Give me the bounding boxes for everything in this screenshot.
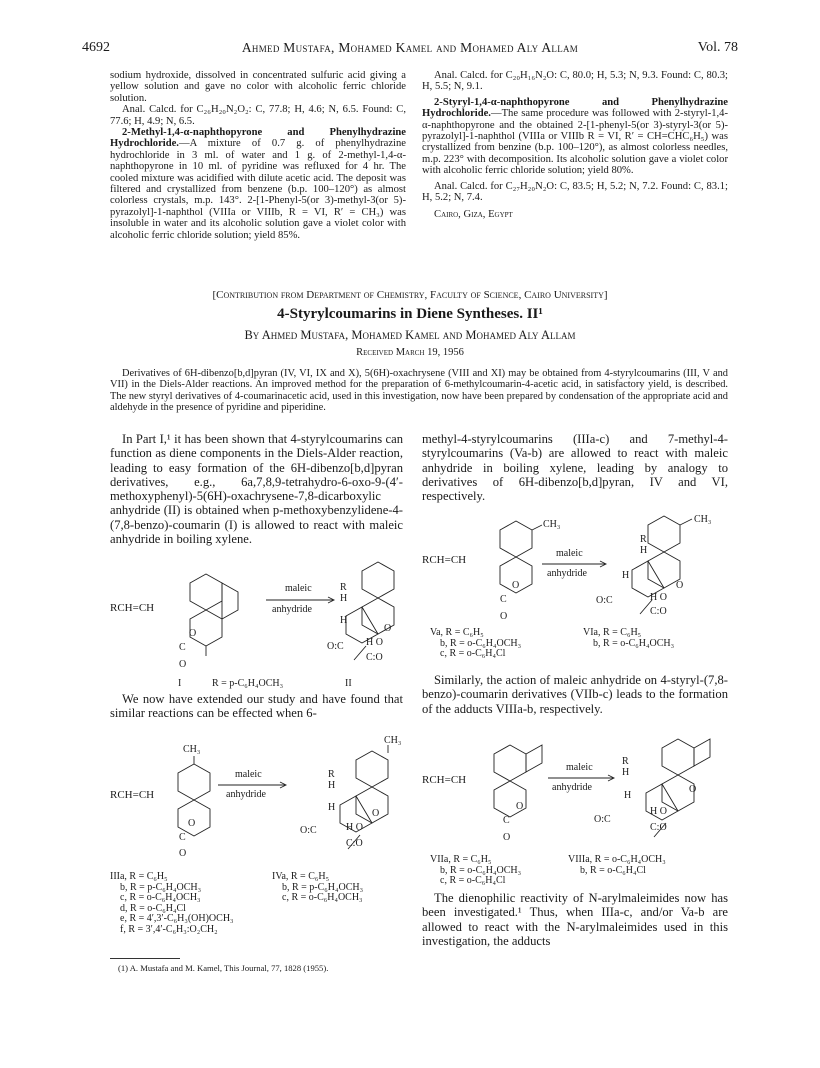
- ho-label: H O: [366, 637, 383, 648]
- reaction-arrow: [548, 774, 618, 782]
- o-label: O: [512, 580, 520, 591]
- o-label: O: [689, 784, 697, 795]
- coumarin-VII-structure: [470, 735, 550, 845]
- reagent-maleic: maleic: [556, 548, 583, 559]
- body-paragraph-4: Similarly, the action of maleic anhydride on 4-styryl-(7,8-benzo)-coumarin derivatives (VIIb-c) leads to the formation of the adducts VIIIa-b, respectively.: [422, 673, 728, 716]
- ho-label: H O: [650, 592, 667, 603]
- adduct-VIII-structure: [630, 735, 720, 850]
- legend-V: [430, 628, 521, 660]
- legend-entry: b, R = o-C₆H₄Cl: [580, 864, 646, 876]
- o-label: O: [189, 628, 197, 639]
- c-label: C: [179, 642, 186, 653]
- prev-analysis: Anal. Calcd. for C₂₆H₂₀N₂O₂: C, 77.8; H, 4.6; N, 6.5. Found: C, 77.6; H, 4.9; N, 6.5.: [110, 104, 406, 127]
- legend-entry: d, R = o-C₆H₄Cl: [120, 902, 186, 914]
- oc-label: O:C: [596, 595, 613, 606]
- body-paragraph-5: The dienophilic reactivity of N-arylmaleimides now has been investigated.¹ Thus, when IIIa-c, and/or Va-b are allowed to react with the N-arylmaleimides used in this investigation, the adducts: [422, 891, 728, 948]
- legend-entry: b, R = p-C₆H₄OCH₃: [282, 881, 364, 893]
- reagent-maleic: maleic: [235, 769, 262, 780]
- legend-entry: c, R = o-C₆H₄Cl: [440, 875, 506, 887]
- legend-entry: b, R = o-C₆H₄OCH₃: [593, 637, 675, 649]
- o-label: O: [179, 659, 187, 670]
- o-label: O: [516, 801, 524, 812]
- body-paragraph-3: methyl-4-styrylcoumarins (IIIa-c) and 7-methyl-4-styrylcoumarins (Va-b) are allowed to react with maleic anhydride in boiling xylene, leading by analogy to derivatives of 6H-dibenzo[b,d]pyran, IV and VI, respectively.: [422, 432, 728, 504]
- page-number: 4692: [82, 40, 110, 55]
- legend-entry: b, R = o-C₆H₄OCH₃: [440, 864, 522, 876]
- h-label: H: [640, 545, 648, 556]
- o-label: O: [384, 623, 392, 634]
- h-label: H: [340, 615, 348, 626]
- legend-entry: VIIIa, R = o-C₆H₄OCH₃: [568, 854, 666, 865]
- ch3-label: CH₃: [384, 735, 402, 746]
- legend-entry: c, R = o-C₆H₄OCH₃: [120, 892, 201, 904]
- ch3-label: CH₃: [694, 514, 712, 525]
- legend-IV: [272, 872, 363, 904]
- legend-entry: c, R = o-C₆H₄OCH₃: [282, 892, 363, 904]
- oc-label: O:C: [327, 641, 344, 652]
- co-label: C:O: [366, 652, 383, 663]
- received-date: Received March 19, 1956: [356, 347, 464, 358]
- ho-label: H O: [346, 822, 363, 833]
- oc-label: O:C: [594, 814, 611, 825]
- legend-entry: IIIa, R = C₆H₅: [110, 871, 168, 882]
- c-label: C: [500, 594, 507, 605]
- rch-label: RCH=CH: [422, 774, 467, 786]
- rch-label: RCH=CH: [110, 789, 155, 801]
- legend-VIII: [568, 855, 666, 876]
- compound-label-II: II: [345, 678, 352, 689]
- rch-label: RCH=CH: [422, 554, 467, 566]
- h-label: H: [622, 570, 630, 581]
- article-title: 4-Styrylcoumarins in Diene Syntheses. II¹: [277, 306, 543, 322]
- scheme1-caption: R = p-C₆H₄OCH₃: [212, 678, 284, 689]
- legend-entry: b, R = o-C₆H₄OCH₃: [440, 637, 522, 649]
- c-label: C: [503, 815, 510, 826]
- prev-location: Cairo, Giza, Egypt: [434, 209, 513, 221]
- h-label: H: [622, 767, 630, 778]
- footnote: (1) A. Mustafa and M. Kamel, This Journal, 77, 1828 (1955).: [118, 963, 329, 973]
- legend-entry: f, R = 3′,4′-C₆H₃:O₂CH₂: [120, 923, 218, 935]
- body-paragraph-1: In Part I,¹ it has been shown that 4-styrylcoumarins can function as diene components in the Diels-Alder reaction, leading to easy formation of the 6H-dibenzo[b,d]pyran derivatives, e.g., 6a,7,8,9-tetrahydro-6-oxo-9-(4′-methoxyphenyl)-5(6H)-oxachrysene-7,8-dicarboxylic anhydride (II) is obtained when p-methoxybenzylidene-4-(7,8-benzo)-coumarin (I) is allowed to react with maleic anhydride in boiling xylene.: [110, 432, 403, 547]
- r-label: R: [340, 582, 347, 593]
- body-paragraph-2: We now have extended our study and have found that similar reactions can be effected when 6-: [110, 692, 403, 721]
- h-label: H: [624, 790, 632, 801]
- article-byline: By Ahmed Mustafa, Mohamed Kamel and Mohamed Aly Allam: [244, 328, 576, 342]
- legend-entry: VIIa, R = C₆H₅: [430, 854, 492, 865]
- prev-section-text: —A mixture of 0.7 g. of phenylhydrazine hydrochloride in 3 ml. of water and 1 g. of 2-methyl-1,4-α-naphthopyrone in 10 ml. of pyridine was refluxed for 4 hr. The cooled mixture was acidified with dilute acetic acid. The deposit was filtered and crystallized from benzene (b.p. 100–120°) as almost colorless crystals, m.p. 143°. 2-[1-Phenyl-5(or 3)-methyl-3(or 5)-pyrazolyl]-1-naphthol (VIIIa or VIIIb, R = VI, R′ = CH₃) was insoluble in water and its alcoholic solution gave a violet color with alcoholic ferric chloride solution; yield 85%.: [110, 138, 406, 241]
- h-label: H: [328, 802, 336, 813]
- legend-entry: e, R = 4′,3′-C₆H₃(OH)OCH₃: [120, 913, 234, 925]
- prev-section: [422, 97, 728, 177]
- prev-analysis: Anal. Calcd. for C₂₀H₁₆N₂O: C, 80.0; H, 5.3; N, 9.3. Found: C, 80.3; H, 5.5; N, 9.1.: [422, 70, 728, 93]
- legend-VI: [583, 628, 674, 649]
- prev-section-heading: 2-Methyl-1,4-α-naphthopyrone and Phenylhydrazine Hydrochloride.: [110, 127, 406, 150]
- legend-entry: VIa, R = C₆H₅: [583, 627, 642, 638]
- coumarin-I-structure: [180, 572, 240, 672]
- reagent-maleic: maleic: [566, 762, 593, 773]
- footnote-rule: [110, 958, 180, 959]
- abstract: Derivatives of 6H-dibenzo[b,d]pyran (IV, VI, IX and X), 5(6H)-oxachrysene (VIII and XI) may be obtained from 4-styrylcoumarins (III, V and VII) in the Diels-Alder reactions. An improved method for the preparation of 6-methylcoumarin-4-acetic acid, in satisfactory yield, is described. The new styryl derivatives of 4-coumarinacetic acid, used in this investigation, now have been prepared by condensation of the appropriate acid and aldehyde in the presence of pyridine and piperidine.: [110, 368, 728, 413]
- ch3-label: CH₃: [543, 519, 561, 530]
- o-label: O: [676, 580, 684, 591]
- h-label: H: [340, 593, 348, 604]
- reaction-arrow: [266, 596, 338, 604]
- compound-label-I: I: [178, 678, 182, 689]
- reagent-anhydride: anhydride: [552, 782, 592, 793]
- coumarin-III-structure: [168, 756, 228, 846]
- legend-entry: IVa, R = C₆H₅: [272, 871, 330, 882]
- o-label: O: [188, 818, 196, 829]
- h-label: H: [328, 780, 336, 791]
- r-label: R: [622, 756, 629, 767]
- running-head-authors: Ahmed Mustafa, Mohamed Kamel and Mohamed Aly Allam: [241, 40, 579, 55]
- reagent-maleic: maleic: [285, 583, 312, 594]
- reagent-anhydride: anhydride: [272, 604, 312, 615]
- o-label: O: [179, 848, 187, 859]
- prev-paragraph: sodium hydroxide, dissolved in concentrated sulfuric acid giving a yellow solution and gave no color with alcoholic ferric chloride solution.: [110, 70, 406, 104]
- r-label: R: [640, 534, 647, 545]
- legend-entry: c, R = o-C₆H₄Cl: [440, 648, 506, 660]
- volume-label: Vol. 78: [697, 40, 738, 55]
- oc-label: O:C: [300, 825, 317, 836]
- prev-section-text: —The same procedure was followed with 2-styryl-1,4-α-naphthopyrone and the obtained 2-[1-phenyl-5(or 3)-styryl-3(or 5)-pyrazolyl]-1-naphthol (VIIIa or VIIIb R = VI, R′ = CH=CHC₆H₅) was crystallized from benzine (b.p. 100–120°), as almost colorless needles, m.p. 223° with decomposition. Its alcoholic solution gave a violet color with alcoholic ferric chloride solution; yield 80%.: [422, 108, 728, 177]
- reagent-anhydride: anhydride: [547, 568, 587, 579]
- legend-III: [110, 872, 234, 936]
- running-head: [82, 40, 738, 56]
- adduct-IV-structure: [326, 745, 406, 855]
- legend-entry: b, R = p-C₆H₄OCH₃: [120, 881, 202, 893]
- coumarin-V-structure: [490, 515, 550, 610]
- prev-section-heading: 2-Styryl-1,4-α-naphthopyrone and Phenylhydrazine Hydrochloride.: [422, 96, 728, 120]
- o-label: O: [500, 611, 508, 622]
- o-label: O: [503, 832, 511, 843]
- co-label: C:O: [650, 606, 667, 617]
- co-label: C:O: [346, 838, 363, 849]
- prev-article-left-column: [110, 70, 406, 241]
- reaction-arrow: [218, 781, 290, 789]
- prev-section: [110, 127, 406, 241]
- reaction-arrow: [542, 560, 610, 568]
- legend-VII: [430, 855, 521, 887]
- reagent-anhydride: anhydride: [226, 789, 266, 800]
- co-label: C:O: [650, 822, 667, 833]
- rch-label: RCH=CH: [110, 602, 155, 614]
- prev-article-right-column: [422, 70, 728, 221]
- legend-entry: Va, R = C₆H₅: [430, 627, 484, 638]
- contribution-line: [Contribution from Department of Chemistry, Faculty of Science, Cairo University]: [212, 289, 608, 301]
- r-label: R: [328, 769, 335, 780]
- o-label: O: [372, 808, 380, 819]
- ch3-label: CH₃: [183, 744, 201, 755]
- c-label: C: [179, 832, 186, 843]
- ho-label: H O: [650, 806, 667, 817]
- prev-analysis: Anal. Calcd. for C₂₇H₂₀N₂O: C, 83.5; H, 5.2; N, 7.2. Found: C, 83.1; H, 5.2; N, 7.4.: [422, 180, 728, 204]
